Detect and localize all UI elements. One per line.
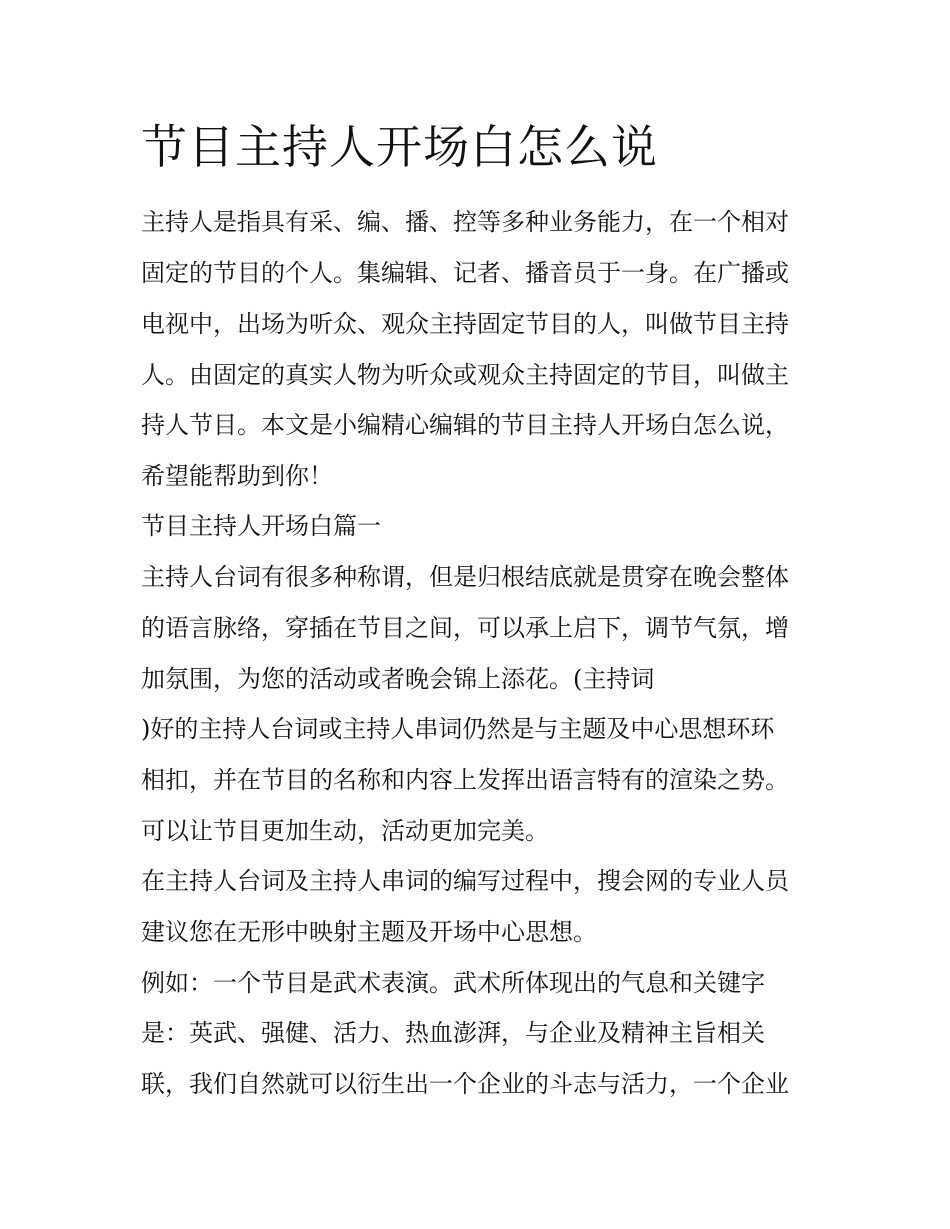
text-line: 建议您在无形中映射主题及开场中心思想。	[141, 918, 597, 946]
text-line: 在主持人台词及主持人串词的编写过程中，搜会网的专业人员	[141, 867, 789, 895]
document-title: 节目主持人开场白怎么说	[141, 120, 658, 174]
text-line: 可以让节目更加生动，活动更加完美。	[141, 817, 549, 845]
text-line: 人。由固定的真实人物为听众或观众主持固定的节目，叫做主	[141, 361, 789, 389]
text-line: 相扣，并在节目的名称和内容上发挥出语言特有的渲染之势。	[141, 766, 789, 794]
text-line: 主持人台词有很多种称谓，但是归根结底就是贯穿在晚会整体	[141, 563, 789, 591]
text-line: 是：英武、强健、活力、热血澎湃，与企业及精神主旨相关	[141, 1019, 765, 1047]
text-line: 持人节目。本文是小编精心编辑的节目主持人开场白怎么说，	[141, 411, 789, 439]
text-line: 主持人是指具有采、编、播、控等多种业务能力，在一个相对	[141, 208, 789, 236]
text-line: )好的主持人台词或主持人串词仍然是与主题及中心思想环环	[141, 715, 775, 743]
section-heading: 节目主持人开场白篇一	[141, 512, 381, 540]
text-line: 加氛围，为您的活动或者晚会锦上添花。(主持词	[141, 665, 655, 693]
text-line: 固定的节目的个人。集编辑、记者、播音员于一身。在广播或	[141, 259, 789, 287]
text-line: 电视中，出场为听众、观众主持固定节目的人，叫做节目主持	[141, 310, 789, 338]
text-line: 例如：一个节目是武术表演。武术所体现出的气息和关键字	[141, 969, 765, 997]
text-line: 希望能帮助到你！	[141, 462, 333, 490]
text-line: 联，我们自然就可以衍生出一个企业的斗志与活力，一个企业	[141, 1070, 789, 1098]
text-line: 的语言脉络，穿插在节目之间，可以承上启下，调节气氛，增	[141, 614, 789, 642]
